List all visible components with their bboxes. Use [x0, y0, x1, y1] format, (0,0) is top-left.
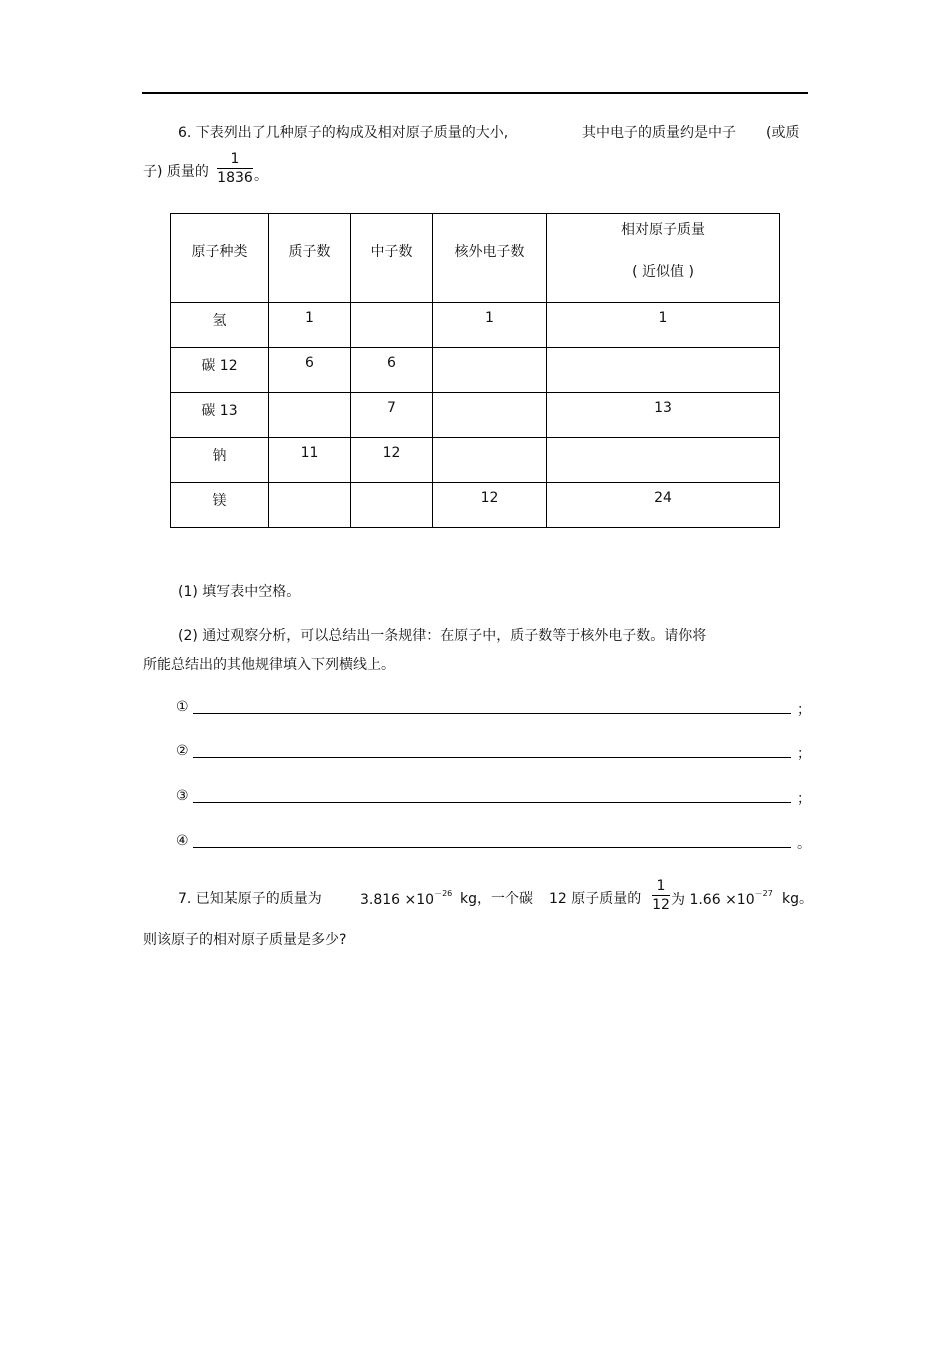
blank-2-marker: ② — [176, 743, 189, 759]
cell-text — [269, 393, 350, 400]
cell-text: 碳 13 — [201, 403, 238, 419]
table-cell[interactable] — [171, 438, 269, 483]
header-atom-type: 原子种类 — [191, 244, 248, 260]
cell-text: 6 — [305, 355, 314, 371]
table-header-row — [171, 214, 780, 303]
q7-part-a: 7. 已知某原子的质量为 — [178, 891, 322, 907]
blank-4-end: 。 — [797, 836, 811, 852]
cell-text: 6 — [387, 355, 396, 371]
q7-value-1-mantissa: 3.816 ×10 — [360, 892, 435, 908]
header-electrons: 核外电子数 — [454, 244, 525, 260]
cell-text — [433, 438, 546, 445]
q7-part-f: kg。 — [782, 891, 813, 907]
cell-text — [351, 483, 432, 490]
q7-value-1-exponent: －26 — [434, 889, 453, 898]
sub-question-2-line1: (2) 通过观察分析，可以总结出一条规律：在原子中，质子数等于核外电子数。请你将 — [178, 628, 707, 644]
table-row — [171, 303, 780, 348]
cell-text: 24 — [654, 490, 672, 506]
table-cell[interactable] — [171, 483, 269, 528]
table-cell[interactable] — [171, 393, 269, 438]
table-cell[interactable] — [171, 348, 269, 393]
q7-fraction-denominator: 12 — [652, 897, 670, 913]
cell-text: 氢 — [212, 313, 227, 329]
cell-text: 钠 — [212, 448, 227, 464]
q6-line1-a: 6. 下表列出了几种原子的构成及相对原子质量的大小, — [178, 125, 509, 141]
cell-text — [269, 483, 350, 490]
q7-part-c: kg，一个碳 — [460, 891, 533, 907]
atom-table — [170, 213, 780, 528]
table-cell[interactable] — [547, 438, 780, 483]
header-cell — [433, 214, 547, 303]
table-cell[interactable] — [269, 303, 351, 348]
table-cell[interactable] — [269, 393, 351, 438]
cell-text — [433, 393, 546, 400]
q6-line2-a: 子) 质量的 — [143, 164, 209, 180]
q7-part-d: 12 原子质量的 — [549, 891, 642, 907]
cell-text — [547, 348, 779, 355]
header-cell — [171, 214, 269, 303]
cell-text: 1 — [658, 310, 668, 326]
cell-text — [351, 303, 432, 310]
header-cell — [547, 214, 780, 303]
table-cell[interactable] — [269, 348, 351, 393]
cell-text: 碳 12 — [201, 358, 238, 374]
header-neutrons: 中子数 — [370, 244, 413, 260]
header-cell — [269, 214, 351, 303]
q6-line1-b: 其中电子的质量约是中子 — [582, 125, 736, 141]
table-cell[interactable] — [351, 303, 433, 348]
table-cell[interactable] — [547, 303, 780, 348]
q7-value-2-exponent: －27 — [754, 889, 773, 898]
q6-fraction-denominator: 1836 — [217, 170, 253, 186]
table-cell[interactable] — [547, 483, 780, 528]
table-cell[interactable] — [433, 483, 547, 528]
cell-text: 12 — [480, 490, 499, 506]
sub-question-2-line2: 所能总结出的其他规律填入下列横线上。 — [143, 657, 395, 673]
q7-value-1 — [360, 888, 452, 908]
q6-fraction — [216, 150, 254, 187]
cell-text: 7 — [387, 400, 396, 416]
table-cell[interactable] — [269, 483, 351, 528]
cell-text: 13 — [654, 400, 672, 416]
answer-blank-2[interactable] — [193, 757, 791, 758]
cell-text — [433, 348, 546, 355]
cell-text: 12 — [382, 445, 401, 461]
cell-text: 1 — [485, 310, 494, 326]
blank-3-end: ； — [797, 791, 811, 807]
q6-fraction-numerator: 1 — [230, 151, 240, 167]
q6-line2-end: 。 — [254, 168, 268, 184]
table-cell[interactable] — [433, 393, 547, 438]
cell-text: 11 — [300, 445, 319, 461]
table-cell[interactable] — [351, 483, 433, 528]
table-row — [171, 483, 780, 528]
table-cell[interactable] — [351, 438, 433, 483]
blank-1-marker: ① — [176, 699, 189, 715]
header-protons: 质子数 — [288, 244, 331, 260]
answer-blank-3[interactable] — [193, 802, 791, 803]
header-cell — [351, 214, 433, 303]
table-cell[interactable] — [547, 348, 780, 393]
header-relative-mass: 相对原子质量 — [621, 222, 705, 238]
header-rule — [142, 92, 808, 94]
header-approx: ( 近似值 ) — [632, 264, 694, 280]
answer-blank-1[interactable] — [193, 713, 791, 714]
table-cell[interactable] — [433, 438, 547, 483]
table-row — [171, 393, 780, 438]
table-cell[interactable] — [351, 393, 433, 438]
q6-line1-c: (或质 — [766, 125, 800, 141]
q7-fraction — [651, 877, 671, 914]
q7-line2: 则该原子的相对原子质量是多少? — [143, 932, 347, 948]
blank-3-marker: ③ — [176, 788, 189, 804]
sub-question-1: (1) 填写表中空格。 — [178, 584, 301, 600]
table-row — [171, 348, 780, 393]
table-cell[interactable] — [269, 438, 351, 483]
answer-blank-4[interactable] — [193, 847, 791, 848]
cell-text: 镁 — [212, 493, 227, 509]
table-cell[interactable] — [433, 348, 547, 393]
table-cell[interactable] — [171, 303, 269, 348]
table-cell[interactable] — [351, 348, 433, 393]
cell-text: 1 — [305, 310, 314, 326]
q7-value-2 — [671, 888, 773, 909]
table-row — [171, 438, 780, 483]
blank-1-end: ； — [797, 702, 811, 718]
table-cell[interactable] — [547, 393, 780, 438]
blank-4-marker: ④ — [176, 833, 189, 849]
q7-fraction-numerator: 1 — [656, 878, 666, 894]
blank-2-end: ； — [797, 746, 811, 762]
q7-value-2-mantissa: 为 1.66 ×10 — [671, 892, 755, 908]
cell-text — [547, 438, 779, 445]
table-cell[interactable] — [433, 303, 547, 348]
